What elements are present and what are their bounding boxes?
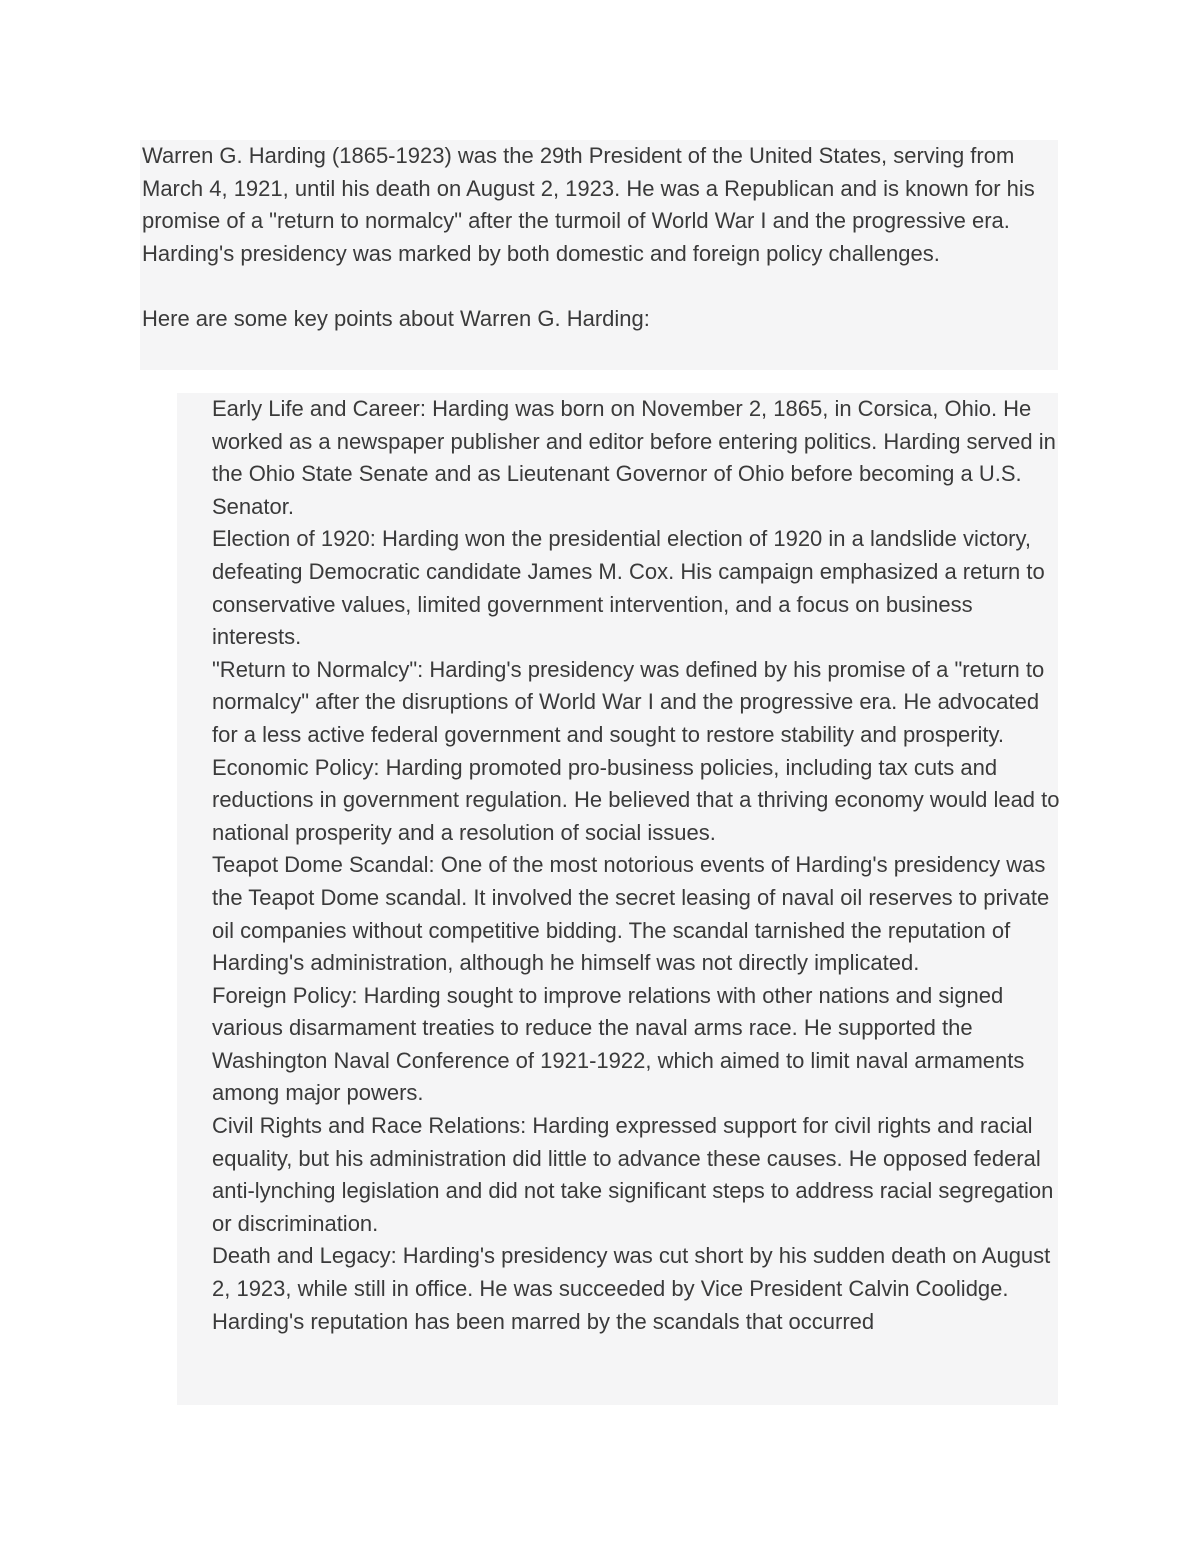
list-item: Teapot Dome Scandal: One of the most notorious events of Harding's presidency was the Teapot Dome scandal. It involved the secret leasing of naval oil reserves to private oil companies without competitive bidding. The scandal tarnished the reputation of Harding's administration, although he himself was not directly implicated. <box>212 852 1050 976</box>
list-item: Foreign Policy: Harding sought to improve relations with other nations and signed various disarmament treaties to reduce the naval arms race. He supported the Washington Naval Conference of 1921-1922, which aimed to limit naval armaments among major powers. <box>212 982 1025 1106</box>
list-item: Early Life and Career: Harding was born on November 2, 1865, in Corsica, Ohio. He worked as a newspaper publisher and editor before entering politics. Harding served in the Ohio State Senate and as Lieutenant Governor of Ohio before becoming a U.S. Senator. <box>212 396 1056 519</box>
intro-lead-in: Here are some key points about Warren G. Harding: <box>142 305 650 331</box>
list-item: Election of 1920: Harding won the presidential election of 1920 in a landslide victory, defeating Democratic candidate James M. Cox. His campaign emphasized a return to conservative values, limited government intervention, and a focus on business interests. <box>212 526 1045 650</box>
list-item: Death and Legacy: Harding's presidency was cut short by his sudden death on August 2, 1923, while still in office. He was succeeded by Vice President Calvin Coolidge. Harding's reputation has been marred by the scandals that occurred <box>212 1243 1051 1334</box>
intro-paragraph: Warren G. Harding (1865-1923) was the 29th President of the United States, serving from March 4, 1921, until his death on August 2, 1923. He was a Republican and is known for his promise of a "return to normalcy" after the turmoil of World War I and the progressive era. Harding's presidency was marked by both domestic and foreign policy challenges. <box>142 143 1035 266</box>
key-points-list <box>212 393 1062 1405</box>
list-item: Civil Rights and Race Relations: Harding expressed support for civil rights and racial equality, but his administration did little to advance these causes. He opposed federal anti-lynching legislation and did not take significant steps to address racial segregation or discrimination. <box>212 1113 1054 1236</box>
intro-section <box>142 140 1054 336</box>
list-item: "Return to Normalcy": Harding's presidency was defined by his promise of a "return to normalcy" after the disruptions of World War I and the progressive era. He advocated for a less active federal government and sought to restore stability and prosperity. <box>212 656 1045 747</box>
list-item: Economic Policy: Harding promoted pro-business policies, including tax cuts and reductions in government regulation. He believed that a thriving economy would lead to national prosperity and a resolution of social issues. <box>212 754 1060 845</box>
